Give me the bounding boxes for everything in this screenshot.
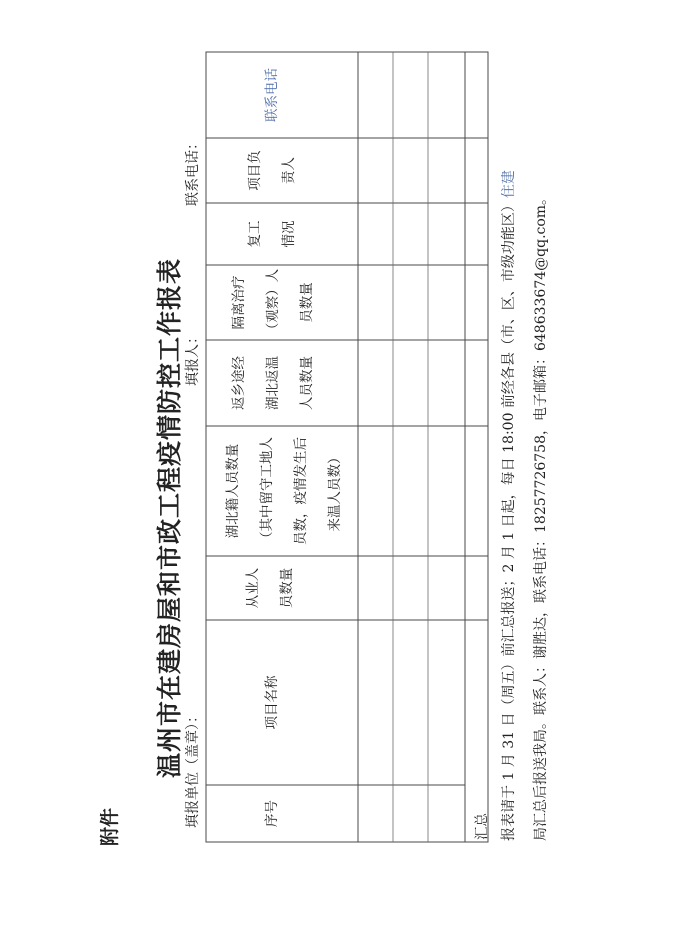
header-line: 情况 (281, 220, 297, 248)
header-cell-contact-phone (255, 52, 289, 138)
header-cell-return-count (222, 340, 324, 426)
footer-note-tail: 住建 (501, 170, 517, 199)
header-line: 责人 (281, 157, 297, 184)
header-line: 员数量 (279, 567, 295, 609)
header-line: 项目负 (247, 150, 263, 191)
header-line: 复工 (247, 220, 263, 248)
footer-note-line-1 (498, 170, 518, 841)
header-line: 项目名称 (264, 675, 280, 730)
header-line: 隔离治疗 (231, 275, 247, 330)
attachment-label: 附件 (99, 807, 121, 846)
header-cell-project-name (255, 620, 289, 785)
summary-label: 汇总 (474, 813, 490, 840)
header-line: 返乡途经 (231, 356, 247, 410)
footer-note-line-2: 局汇总后报送我局。联系人：谢胜达，联系电话：18257726758，电子邮箱：648633674@qq.com。 (533, 190, 549, 841)
header-line: 联系电话 (264, 68, 280, 122)
header-line: 从业人 (245, 567, 261, 609)
header-cell-manager (238, 138, 306, 203)
header-line: 来温人员数） (327, 450, 343, 532)
contact-phone-label: 联系电话： (185, 136, 201, 206)
header-cell-isolation-count (222, 265, 324, 340)
header-line: 员数，疫情发生后 (293, 437, 309, 545)
filler-label: 填报人： (185, 330, 201, 386)
footer-note-text: 报表请于 1 月 31 日（周五）前汇总报送；2 月 1 日起，每日 18:00 前经各县（市、区、市级功能区） (501, 198, 517, 841)
header-cell-resumption (238, 203, 306, 265)
filling-unit-label: 填报单位（盖章）： (185, 709, 201, 828)
header-cell-hubei-count (216, 426, 352, 556)
header-line: （观察）人 (265, 268, 281, 337)
header-line: 员数量 (299, 282, 315, 323)
header-line: 人员数量 (299, 356, 315, 410)
header-cell-seq (255, 785, 289, 842)
report-title: 温州市在建房屋和市政工程疫情防控工作报表 (155, 257, 184, 778)
header-line: 序号 (264, 800, 280, 827)
header-line: 湖北籍人员数量 (225, 443, 241, 539)
header-line: 湖北返温 (265, 356, 281, 410)
header-line: （其中留守工地人 (259, 437, 275, 545)
header-cell-employees (236, 556, 304, 620)
